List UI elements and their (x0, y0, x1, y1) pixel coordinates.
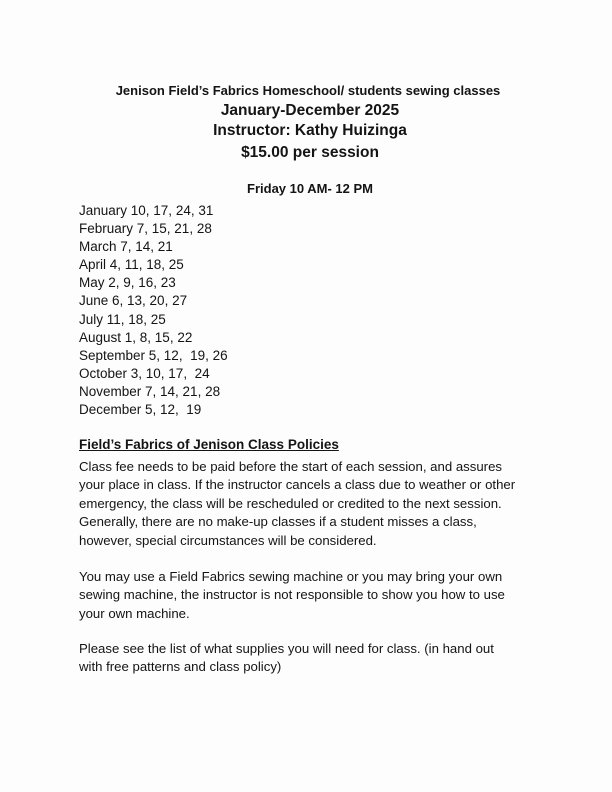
month-dates-october: October 3, 10, 17, 24 (79, 365, 210, 381)
machine-policy-paragraph (79, 568, 539, 623)
month-dates-june: June 6, 13, 20, 27 (79, 293, 188, 309)
paragraph-line: with free patterns and class policy) (79, 659, 282, 675)
date-range-heading: January-December 2025 (220, 102, 400, 119)
month-dates-december: December 5, 12, 19 (79, 402, 202, 418)
month-dates-september: September 5, 12, 19, 26 (79, 347, 228, 363)
paragraph-line: your place in class. If the instructor cancels a class due to weather or other (79, 477, 516, 493)
policies-title: Field’s Fabrics of Jenison Class Policies (79, 437, 339, 452)
month-dates-july: July 11, 18, 25 (79, 311, 166, 327)
supplies-paragraph (79, 640, 539, 677)
paragraph-line: emergency, the class will be rescheduled or credited to the next session. (79, 495, 502, 511)
payment-policy-paragraph (79, 458, 539, 550)
month-dates-august: August 1, 8, 15, 22 (79, 329, 193, 345)
paragraph-line: Please see the list of what supplies you will need for class. (in hand out (79, 641, 494, 656)
paragraph-line: You may use a Field Fabrics sewing machine or you may bring your own (79, 569, 503, 584)
class-dates-list (79, 202, 228, 419)
schedule-time-heading: Friday 10 AM- 12 PM (247, 181, 373, 196)
paragraph-line: your own machine. (79, 605, 190, 621)
instructor-heading: Instructor: Kathy Huizinga (213, 122, 407, 139)
month-dates-march: March 7, 14, 21 (79, 239, 173, 255)
month-dates-february: February 7, 15, 21, 28 (79, 221, 212, 237)
price-heading: $15.00 per session (241, 144, 379, 161)
month-dates-january: January 10, 17, 24, 31 (79, 203, 214, 218)
month-dates-november: November 7, 14, 21, 28 (79, 383, 221, 399)
paragraph-line: Class fee needs to be paid before the start of each session, and assures (79, 459, 502, 474)
paragraph-line: sewing machine, the instructor is not responsible to show you how to use (79, 587, 505, 603)
paragraph-line: however, special circumstances will be considered. (79, 532, 377, 548)
month-dates-april: April 4, 11, 18, 25 (79, 257, 184, 273)
paragraph-line: Generally, there are no make-up classes if a student misses a class, (79, 514, 477, 530)
month-dates-may: May 2, 9, 16, 23 (79, 275, 176, 291)
class-series-title: Jenison Field’s Fabrics Homeschool/ students sewing classes (115, 83, 501, 98)
